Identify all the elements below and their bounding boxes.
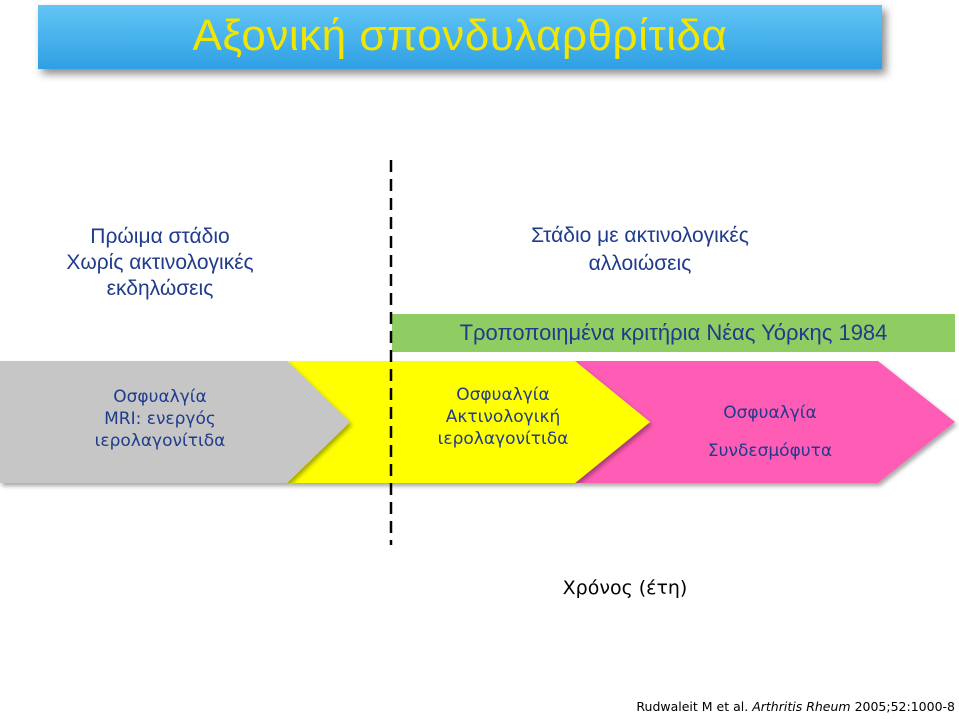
stage-1-text xyxy=(30,386,290,452)
stage-1-line-3: ιερολαγονίτιδα xyxy=(94,431,226,451)
x-axis-label: Χρόνος (έτη) xyxy=(562,577,688,599)
stage-2-line-3: ιερολαγονίτιδα xyxy=(437,429,569,449)
citation xyxy=(560,699,955,714)
stage-3-line-2: Συνδεσμόφυτα xyxy=(707,441,833,461)
stage-3-text xyxy=(650,394,890,470)
stage-1-line-1: Οσφυαλγία xyxy=(113,387,207,407)
early-stage-line-2: Χωρίς ακτινολογικές xyxy=(66,251,254,274)
slide-title: Αξονική σπονδυλαρθρίτιδα xyxy=(192,11,728,60)
citation-ref: 2005;52:1000-8 xyxy=(854,699,955,714)
stage-3-line-1: Οσφυαλγία xyxy=(723,403,817,423)
stage-2-line-2: Ακτινολογική xyxy=(445,407,561,427)
criteria-label: Τροποποιημένα κριτήρια Νέας Υόρκης 1984 xyxy=(459,320,888,345)
stage-2-text xyxy=(378,384,628,450)
citation-journal: Arthritis Rheum xyxy=(752,699,851,714)
early-stage-line-3: εκδηλώσεις xyxy=(106,277,214,300)
radiographic-stage-line-2: αλλοιώσεις xyxy=(588,252,692,275)
radiographic-stage-line-1: Στάδιο με ακτινολογικές xyxy=(531,224,749,247)
stage-1-line-2: MRI: ενεργός xyxy=(104,409,216,429)
stage-2-line-1: Οσφυαλγία xyxy=(456,385,550,405)
citation-authors: Rudwaleit M et al. xyxy=(636,699,749,714)
early-stage-line-1: Πρώιμα στάδιο xyxy=(90,225,230,248)
